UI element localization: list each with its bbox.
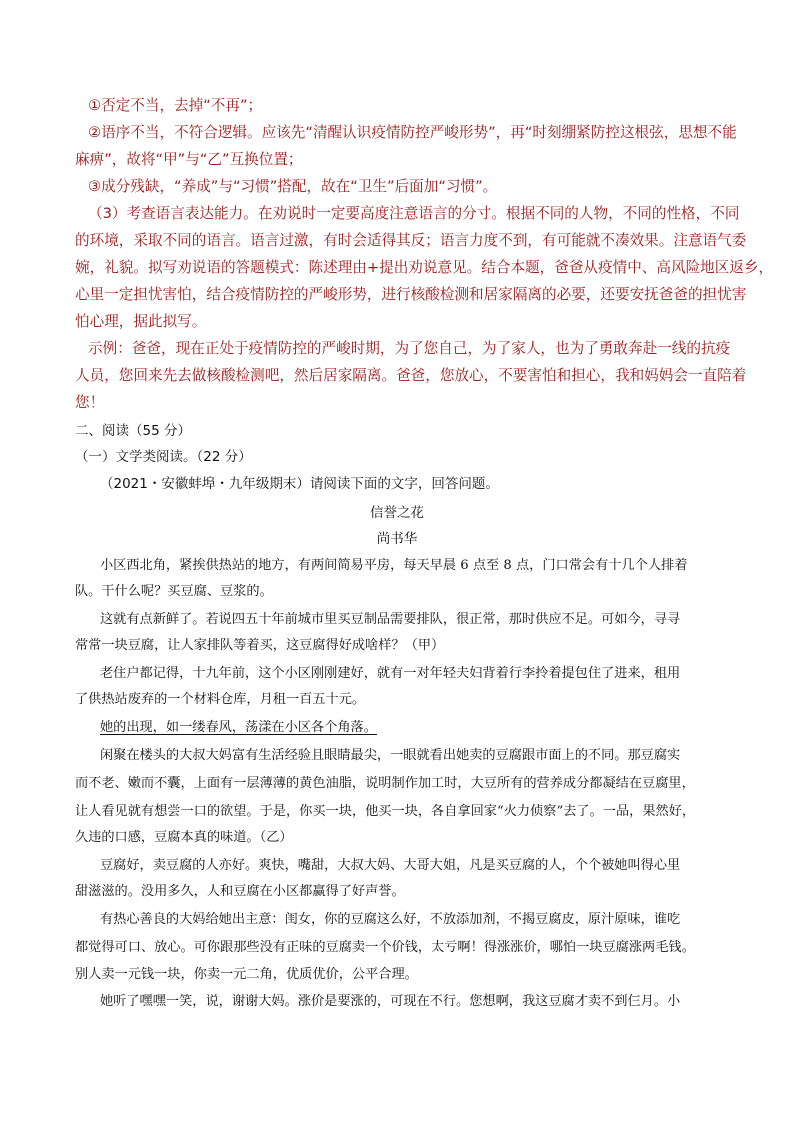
explanation-item-1: ①否定不当，去掉“不再”； <box>88 97 263 114</box>
section-instruction: （2021・安徽蚌埠・九年级期末）请阅读下面的文字，回答问题。 <box>100 476 499 492</box>
story-author: 尚书华 <box>376 531 418 547</box>
story-line: 小区西北角，紧挨供热站的地方，有两间简易平房，每天早晨 6 点至 8 点，门口常会有十几个人排着 <box>100 558 688 573</box>
q3-analysis-line-3: 婉，礼貌。拟写劝说语的答题模式：陈述理由+提出劝说意见。结合本题，爸爸从疫情中、高风险地区返乡， <box>75 259 774 276</box>
story-line: 让人看见就有想尝一口的欲望。于是，你买一块，他买一块，各自拿回家“火力侦察”去了。一品，果然好， <box>75 804 696 819</box>
story-line: 老住户都记得，十九年前，这个小区刚刚建好，就有一对年轻夫妇背着行李拎着提包住了进来，租用 <box>100 666 681 681</box>
story-line: 而不老、嫩而不囊，上面有一层薄薄的黄色油脂，说明制作加工时，大豆所有的营养成分都凝结在豆腐里， <box>75 776 695 791</box>
story-line: 有热心善良的大妈给她出主意：闺女，你的豆腐这么好，不放添加剂，不揭豆腐皮，原汁原味，谁吃 <box>100 912 681 927</box>
explanation-item-2-line-1: ②语序不当，不符合逻辑。应该先“清醒认识疫情防控严峻形势”，再“时刻绷紧防控这根弦，思想不能 <box>88 124 737 141</box>
example-line-2: 人员，您回来先去做核酸检测吧，然后居家隔离。爸爸，您放心，不要害怕和担心，我和妈妈会一直陪着 <box>75 367 747 384</box>
story-line: 别人卖一元钱一块，你卖一元二角，优质优价，公平合理。 <box>75 967 418 982</box>
story-line: 豆腐好，卖豆腐的人亦好。爽快，嘴甜，大叔大妈、大哥大姐，凡是买豆腐的人，个个被她叫得心里 <box>100 858 681 873</box>
story-line: 这就有点新鲜了。若说四五十年前城市里买豆制品需要排队，很正常，那时供应不足。可如今，寻寻 <box>100 612 681 627</box>
story-line: 甜滋滋的。没用多久，人和豆腐在小区都赢得了好声誉。 <box>75 884 405 899</box>
story-line: 都觉得可口、放心。可你跟那些没有正味的豆腐卖一个价钱，太亏啊！得涨涨价，哪怕一块豆腐涨两毛钱。 <box>75 940 695 955</box>
story-line: 她听了嘿嘿一笑，说，谢谢大妈。涨价是要涨的，可现在不行。您想啊，我这豆腐才卖不到仨月。小 <box>100 994 681 1009</box>
q3-analysis-line-2: 的环境，采取不同的语言。语言过激，有时会适得其反；语言力度不到，有可能就不凑效果。注意语气委 <box>75 232 747 249</box>
section-subtitle: （一）文学类阅读。（22 分） <box>75 449 252 465</box>
q3-analysis-line-4: 心里一定担忧害怕，结合疫情防控的严峻形势，进行核酸检测和居家隔离的必要，还要安抚爸爸的担忧害 <box>75 286 747 303</box>
q3-analysis-line-1: （3）考查语言表达能力。在劝说时一定要高度注意语言的分寸。根据不同的人物，不同的性格，不同 <box>88 205 740 222</box>
story-line: 久违的口感，豆腐本真的味道。（乙） <box>75 830 293 845</box>
story-title: 信誉之花 <box>370 505 424 521</box>
story-underlined-sentence: 她的出现，如一缕春风，荡漾在小区各个角落。 <box>100 720 377 735</box>
example-line-1: 示例：爸爸，现在正处于疫情防控的严峻时期，为了您自己，为了家人，也为了勇敢奔赴一线的抗疫 <box>88 340 731 357</box>
story-line: 常常一块豆腐，让人家排队等着买，这豆腐得好成啥样？（甲） <box>75 638 445 653</box>
story-line: 队。干什么呢？买豆腐、豆浆的。 <box>75 584 273 599</box>
example-line-3: 您！ <box>75 394 105 411</box>
q3-analysis-line-5: 怕心理，据此拟写。 <box>75 313 207 330</box>
story-line: 了供热站废弃的一个材料仓库，月租一百五十元。 <box>75 692 366 707</box>
explanation-item-3: ③成分残缺，“养成”与“习惯”搭配，故在“卫生”后面加“习惯”。 <box>88 178 498 195</box>
section-title: 二、阅读（55 分） <box>75 423 191 439</box>
story-line: 闲聚在楼头的大叔大妈富有生活经验且眼睛最尖，一眼就看出她卖的豆腐跟市面上的不同。那豆腐实 <box>100 748 681 763</box>
explanation-item-2-line-2: 麻痹”，故将“甲”与“乙”互换位置； <box>75 151 303 168</box>
